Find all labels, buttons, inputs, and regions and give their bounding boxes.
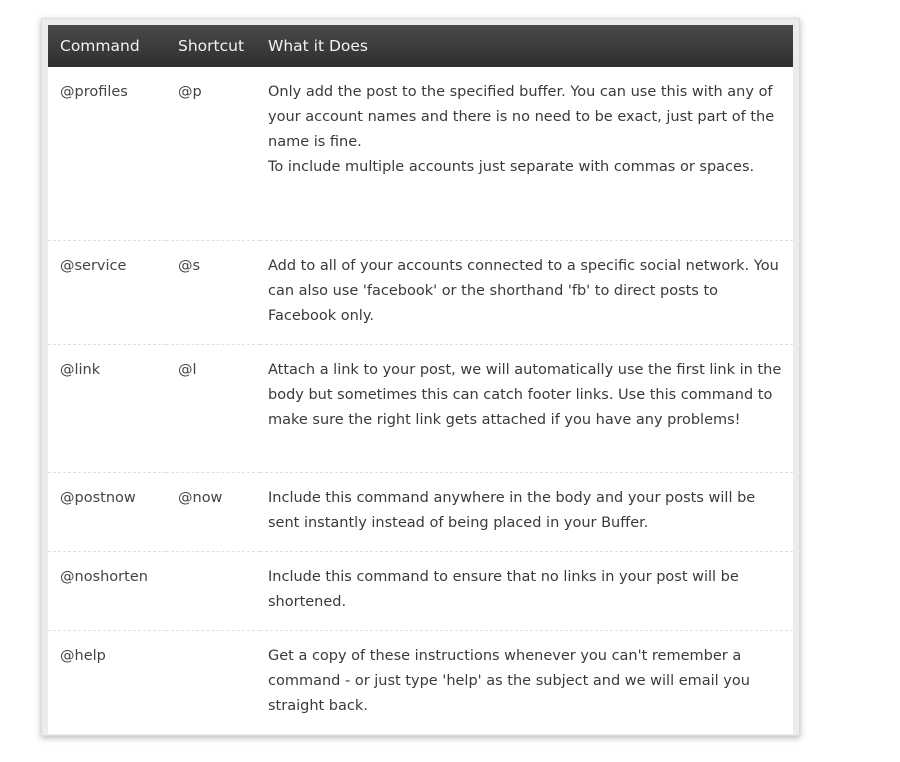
table-row xyxy=(48,240,793,344)
command-cell: @profiles xyxy=(60,84,128,100)
command-cell: @link xyxy=(48,344,166,472)
header-shortcut: Shortcut xyxy=(178,37,245,55)
table-row xyxy=(48,551,793,630)
shortcut-cell: @s xyxy=(166,240,260,344)
shortcut-cell xyxy=(166,630,260,734)
description-cell: Add to all of your accounts connected to a specific social network. You can also use 'facebook' or the shorthand 'fb' to direct posts to Facebook only. xyxy=(260,240,793,344)
description-cell: Only add the post to the specified buffer. You can use this with any of your account names and there is no need to be exact, just part of the name is fine. To include multiple accounts just separate with commas or spaces. xyxy=(268,84,775,175)
command-cell: @noshorten xyxy=(48,551,166,630)
header-row xyxy=(48,25,793,67)
table-header xyxy=(48,25,793,67)
header-command: Command xyxy=(60,37,140,55)
command-cell: @service xyxy=(48,240,166,344)
table-row xyxy=(48,630,793,734)
commands-card xyxy=(41,18,800,736)
description-cell: Include this command to ensure that no links in your post will be shortened. xyxy=(260,551,793,630)
command-cell: @help xyxy=(48,630,166,734)
shortcut-cell: @p xyxy=(178,84,202,100)
command-cell: @postnow xyxy=(48,472,166,551)
description-cell: Include this command anywhere in the body and your posts will be sent instantly instead of being placed in your Buffer. xyxy=(260,472,793,551)
commands-table xyxy=(48,25,793,734)
table-row xyxy=(48,472,793,551)
header-what-it-does: What it Does xyxy=(268,37,368,55)
table-body xyxy=(48,67,793,734)
description-cell: Attach a link to your post, we will automatically use the first link in the body but sometimes this can catch footer links. Use this command to make sure the right link gets attached if you have any problems! xyxy=(260,344,793,472)
shortcut-cell xyxy=(166,551,260,630)
table-row xyxy=(48,67,793,240)
shortcut-cell: @now xyxy=(166,472,260,551)
table-row xyxy=(48,344,793,472)
description-cell: Get a copy of these instructions whenever you can't remember a command - or just type 'help' as the subject and we will email you straight back. xyxy=(260,630,793,734)
shortcut-cell: @l xyxy=(166,344,260,472)
